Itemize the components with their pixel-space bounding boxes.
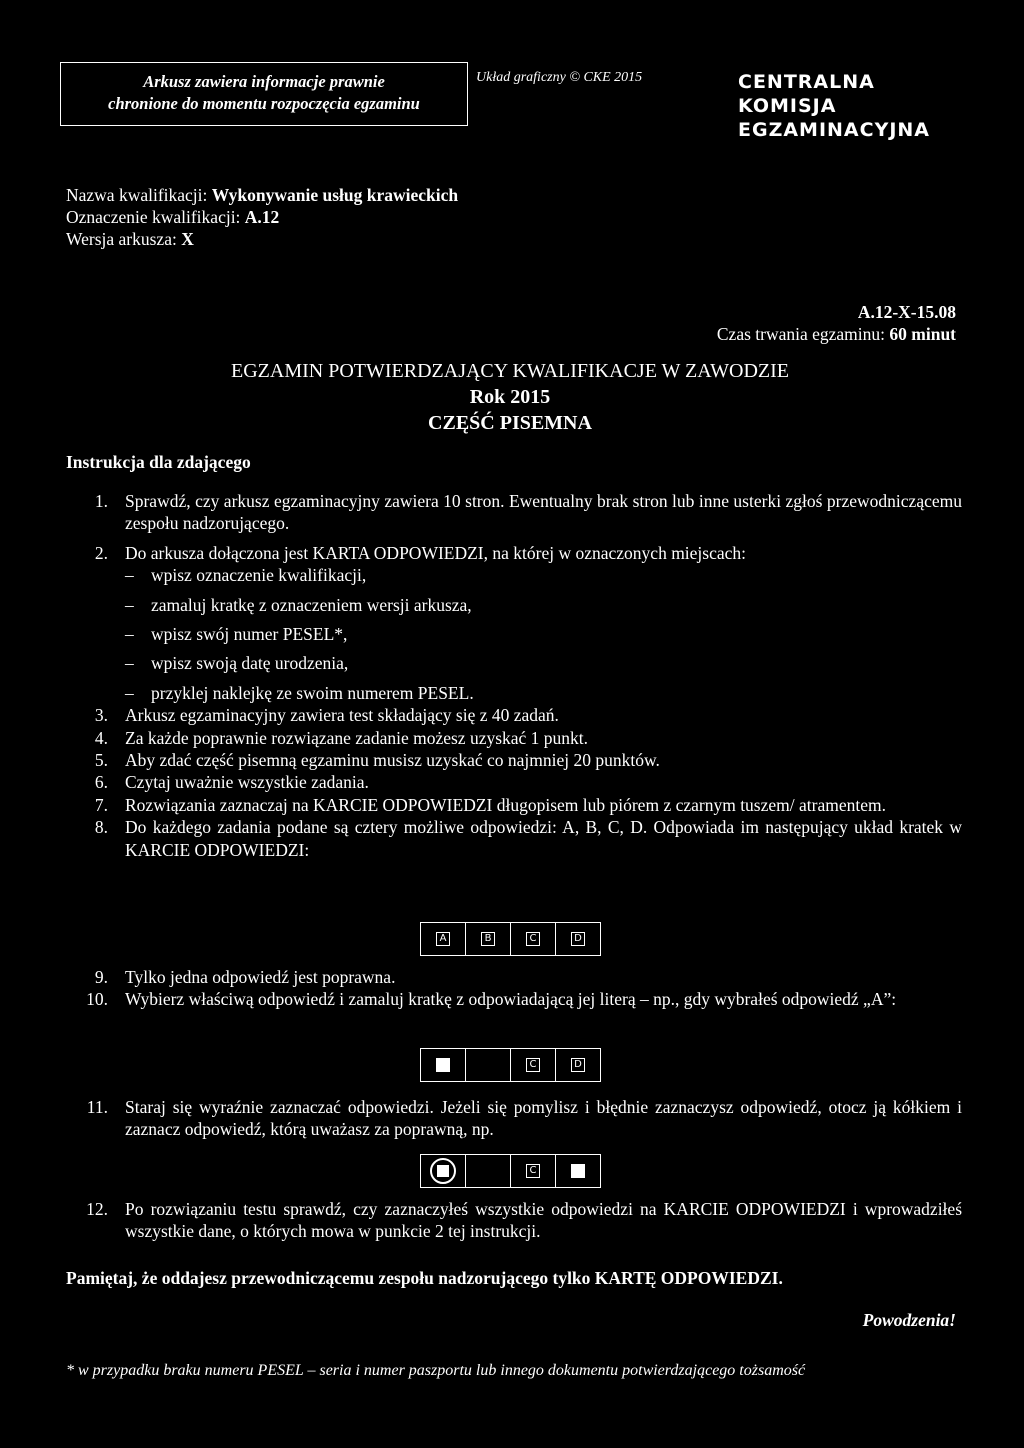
- footnote: * w przypadku braku numeru PESEL – seria i numer paszportu lub innego dokumentu potwierdzającego tożsamość: [66, 1362, 806, 1379]
- box-c: C: [526, 932, 540, 946]
- instruction-item: 7. Rozwiązania zaznaczaj na KARCIE ODPOWIEDZI długopisem lub piórem z czarnym tuszem/ atramentem.: [94, 794, 886, 815]
- instruction-list: [66, 490, 962, 861]
- sub-item: – zamaluj kratkę z oznaczeniem wersji arkusza,: [125, 594, 472, 615]
- instruction-item: 3. Arkusz egzaminacyjny zawiera test składający się z 40 zadań.: [94, 705, 559, 726]
- instruction-item: 10. Wybierz właściwą odpowiedź i zamaluj kratkę z odpowiadającą jej literą – np., gdy wybrałeś odpowiedź „A”:: [86, 989, 897, 1010]
- exam-code: A.12-X-15.08: [857, 302, 956, 322]
- filled-box-icon: [571, 1164, 585, 1178]
- instruction-item: 5. Aby zdać część pisemną egzaminu musisz uzyskać co najmniej 20 punktów.: [94, 750, 660, 771]
- code-label: Oznaczenie kwalifikacji:: [66, 207, 241, 227]
- closing-note: Pamiętaj, że oddajesz przewodniczącemu zespołu nadzorującego tylko KARTĘ ODPOWIEDZI.: [66, 1268, 783, 1288]
- version-label: Wersja arkusza:: [66, 229, 177, 249]
- instruction-list-2: [66, 966, 962, 1011]
- version-value: X: [181, 229, 194, 249]
- instruction-item: 4. Za każde poprawnie rozwiązane zadanie możesz uzyskać 1 punkt.: [94, 727, 589, 748]
- exam-title-block: [60, 358, 960, 436]
- answer-grid-marked: [420, 1048, 601, 1082]
- name-label: Nazwa kwalifikacji:: [66, 185, 208, 205]
- exam-duration: [717, 324, 956, 345]
- instruction-item: 1. Sprawdź, czy arkusz egzaminacyjny zawiera 10 stron. Ewentualny brak stron lub inne usterki zgłoś przewodniczącemu zespołu nadzorującego.: [94, 491, 962, 534]
- sub-item: – wpisz swój numer PESEL*,: [125, 624, 348, 645]
- instruction-item: 8. Do każdego zadania podane są cztery możliwe odpowiedzi: A, B, C, D. Odpowiada im następujący układ kratek w KARCIE ODPOWIEDZI:: [94, 817, 962, 860]
- code-value: A.12: [244, 207, 280, 227]
- filled-box-icon: [436, 1058, 450, 1072]
- sub-item: – przyklej naklejkę ze swoim numerem PESEL.: [125, 682, 474, 703]
- instruction-item: 9. Tylko jedna odpowiedź jest poprawna.: [94, 967, 396, 987]
- exam-year: Rok 2015: [469, 386, 551, 408]
- confidentiality-notice: [60, 62, 468, 126]
- notice-line-2: chronione do momentu rozpoczęcia egzaminu: [108, 94, 420, 113]
- instruction-item: 2. Do arkusza dołączona jest KARTA ODPOWIEDZI, na której w oznaczonych miejscach:: [94, 542, 747, 563]
- qualification-info: [66, 184, 458, 250]
- name-value: Wykonywanie usług krawieckich: [211, 185, 459, 205]
- instruction-item: 6. Czytaj uważnie wszystkie zadania.: [94, 772, 369, 793]
- exam-title: EGZAMIN POTWIERDZAJĄCY KWALIFIKACJE W ZAWODZIE: [231, 360, 789, 382]
- duration-label: Czas trwania egzaminu:: [716, 324, 886, 344]
- sub-item: – wpisz oznaczenie kwalifikacji,: [125, 565, 367, 586]
- logo-line-1: CENTRALNA: [738, 71, 875, 93]
- notice-line-1: Arkusz zawiera informacje prawnie: [143, 72, 385, 91]
- box-d: D: [571, 1058, 585, 1072]
- duration-value: 60 minut: [889, 324, 956, 344]
- sub-item: – wpisz swoją datę urodzenia,: [125, 653, 349, 674]
- instruction-list-4: [66, 1198, 962, 1243]
- circled-box-icon: [430, 1158, 456, 1184]
- good-luck: Powodzenia!: [862, 1310, 956, 1330]
- instruction-item: 12. Po rozwiązaniu testu sprawdź, czy zaznaczyłeś wszystkie odpowiedzi na KARCIE ODPOWIEDZI i wprowadziłeś wszystkie dane, o których mowa w punkcie 2 tej instrukcji.: [86, 1199, 962, 1242]
- exam-part: CZĘŚĆ PISEMNA: [428, 412, 592, 434]
- logo-line-2: KOMISJA: [738, 95, 837, 117]
- cke-logo: [738, 70, 930, 142]
- box-d: D: [571, 932, 585, 946]
- logo-line-3: EGZAMINACYJNA: [738, 119, 931, 141]
- box-a: A: [436, 932, 450, 946]
- box-c: C: [526, 1164, 540, 1178]
- answer-grid-corrected: [420, 1154, 601, 1188]
- instruction-item: 11. Staraj się wyraźnie zaznaczać odpowiedzi. Jeżeli się pomylisz i błędnie zaznaczysz odpowiedź, otocz ją kółkiem i zaznacz odpowiedź, którą uważasz za poprawną, np.: [86, 1097, 962, 1140]
- box-b: B: [481, 932, 495, 946]
- answer-grid-example: [420, 922, 601, 956]
- instruction-list-3: [66, 1096, 962, 1141]
- graphic-credit: Układ graficzny © CKE 2015: [476, 70, 643, 85]
- box-c: C: [526, 1058, 540, 1072]
- instructions-heading: Instrukcja dla zdającego: [66, 452, 251, 472]
